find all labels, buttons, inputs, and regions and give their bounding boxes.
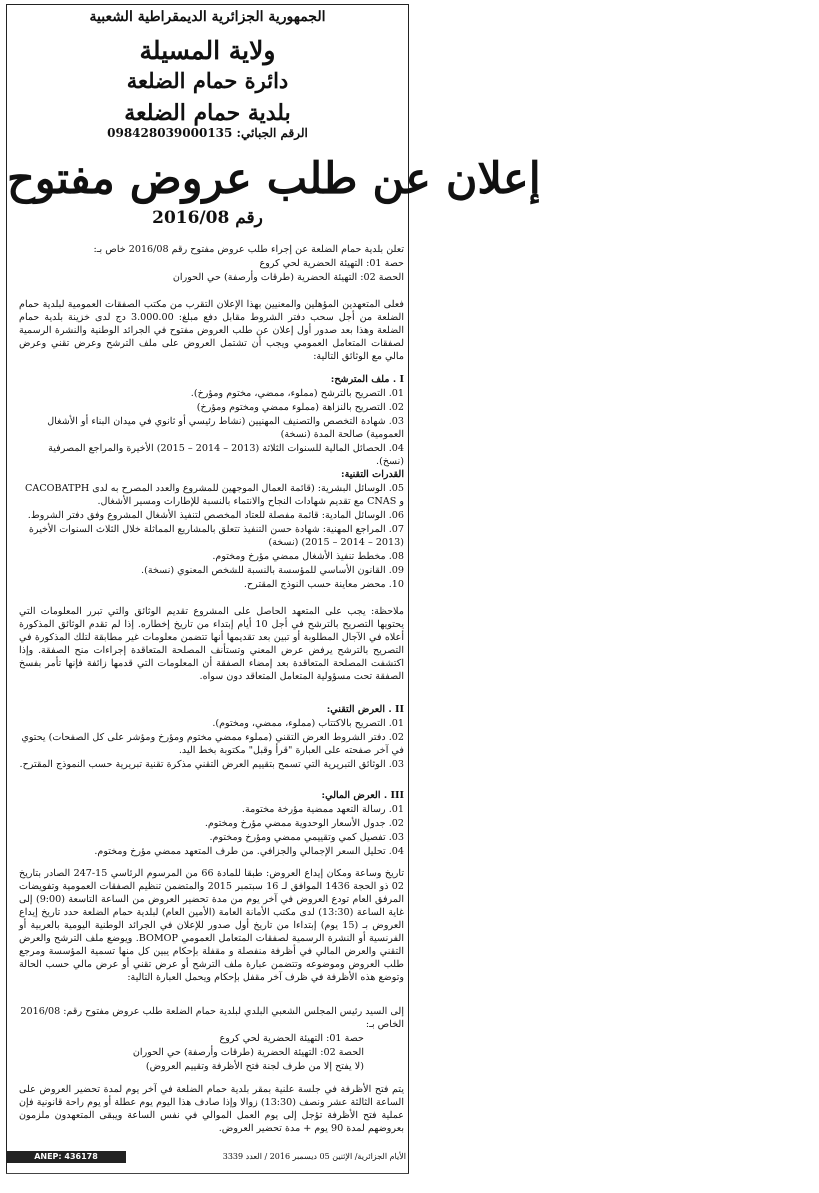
announcement-page [6, 4, 541, 1174]
address-note: (لا يفتح إلا من طرف لجنة فتح الأظرفة وتقييم العروض) [145, 1061, 364, 1072]
list-item: 06. الوسائل المادية: قائمة مفصلة للعتاد المخصص لتنفيذ الأشغال المشروع وفق دفتر الشروط. [27, 510, 404, 521]
anep-badge: ANEP: 436178 [6, 1151, 126, 1163]
publication-date: الأيام الجزائرية/ الإثنين 05 ديسمبر 2016 / العدد 3339 [222, 1152, 406, 1161]
deposit-paragraph: تاريخ وساعة ومكان إيداع العروض: طبقا للمادة 66 من المرسوم الرئاسي 15-247 الصادر بتاريخ 02 ذو الحجة 1436 الموافق لـ 16 سبتمبر 2015 والمتضمن تنظيم الصفقات العمومية وتفويضات المرفق العام تودع العروض في آخر يوم من مدة تحضير العروض من الساعة التاسعة (9:00) إلى غاية الساعة (13:30) لدى مكتب الأمانة العامة (الأمين العام) لبلدية حمام الضلعة حدد تاريخ إيداع العروض بـ (15 يوم) إبتداءا من تاريخ أول صدور للإعلان في الجرائد الوطنية اليومية بالعربية أو الفرنسية أو النشرة الرسمية لصفقات المتعامل العمومي BOMOP. ويوضع ملف الترشح والعرض التقني والعرض المالي في أظرفة منفصلة و مقفلة بإحكام يبين كل منها تسمية المؤسسة ومرجع طلب العروض وموضوعه وتتضمن عبارة ملف الترشح أو عرض تقني أو عرض مالي حسب الحالة وتوضع هذه الأظرفة في ظرف آخر مقفل بإحكام ويحمل العبارة التالية: [19, 868, 404, 983]
capacities-heading: القدرات التقنية: [341, 469, 404, 480]
list-item: 02. دفتر الشروط العرض التقني (مملوء ممضي مختوم ومؤرخ ومؤشر على كل الصفحات) يحتوي في آخر صفحته على العبارة "قرأ وقبل" مكتوبة بخط اليد. [21, 732, 404, 756]
bottom-rule [6, 1173, 409, 1174]
list-item: 09. القانون الأساسي للمؤسسة بالنسبة للشخص المعنوي (نسخة). [141, 565, 404, 576]
announcement-number: رقم 2016/08 [152, 208, 263, 228]
intro-lot-2: الحصة 02: التهيئة الحضرية (طرقات وأرصفة) حي الحوران [172, 272, 404, 283]
list-item: 10. محضر معاينة حسب النوذج المقترح. [243, 579, 404, 590]
republic-header: الجمهورية الجزائرية الديمقراطية الشعبية [89, 9, 326, 25]
section-3-heading: III . العرض المالي: [321, 790, 404, 801]
list-item: 04. تحليل السعر الإجمالي والجزافي. من طرف المتعهد ممضي مؤرخ ومختوم. [94, 846, 404, 857]
address-lot-1: حصة 01: التهيئة الحضرية لحي كروع [219, 1033, 364, 1044]
list-item: 02. جدول الأسعار الوحدوية ممضي مؤرخ ومختوم. [204, 818, 404, 829]
list-item: 01. التصريح بالترشح (مملوء، ممضي، مختوم ومؤرخ). [190, 388, 404, 399]
list-item: 05. الوسائل البشرية: (قائمة العمال الموجهين للمشروع والعدد المصرح به لدى CACOBATPH و CNAS مع تقديم شهادات النجاح والانتماء بالنسبة للإطارات ومسير الأشغال. [25, 483, 404, 507]
list-item: 04. الحصائل المالية للسنوات الثلاثة (2013 – 2014 – 2015) الأخيرة والمراجع المصرفية (نسخ). [48, 443, 404, 467]
footer-bar [6, 1151, 409, 1163]
section-technical-capacities [19, 460, 404, 592]
list-item: 08. مخطط تنفيذ الأشغال ممضي مؤرخ ومختوم. [212, 551, 404, 562]
section-1-heading: I . ملف المترشح: [330, 374, 404, 385]
announcement-title: إعلان عن طلب عروض مفتوح [7, 154, 541, 204]
envelope-address [19, 1005, 404, 1074]
list-item: 07. المراجع المهنية: شهادة حسن التنفيذ تتعلق بالمشاريع المماثلة خلال الثلاث السنوات الأخيرة (2013 – 2014 – 2015) (نسخة) [28, 524, 404, 548]
intro-line: تعلن بلدية حمام الضلعة عن إجراء طلب عروض مفتوح رقم 2016/08 خاص بـ: [93, 244, 404, 255]
list-item: 03. تفصيل كمي وتقييمي ممضي ومؤرخ ومختوم. [209, 832, 404, 843]
municipality-heading: بلدية حمام الضلعة [124, 100, 291, 126]
intro-lot-1: حصة 01: التهيئة الحضرية لحي كروع [259, 258, 404, 269]
list-item: 01. رسالة التعهد ممضية مؤرخة مختومة. [241, 804, 404, 815]
section-financial-offer [19, 781, 404, 859]
note-paragraph: ملاحظة: يجب على المتعهد الحاصل على المشروع تقديم الوثائق والتي تبرر المعلومات التي يحتويها التصريح بالترشح في أجل 10 أيام إبتداء من تاريخ إخطاره. إذا لم تقدم الوثائق المذكورة أعلاه في الآجال المطلوبة أو تبين بعد تقديمها أنها تتضمن معلومات غير مطابقة لتلك المذكورة في التصريح بالترشح يرفض عرض المعني وتستأنف المصلحة المتعاقدة إجراءات منح الصفقة. وإذا اكتشفت المصلحة المتعاقدة بعد إمضاء الصفقة أن المعلومات التي قدمها زائفة فإنها تأمر بفسخ الصفقة تحت مسؤولية المتعامل المتعاقد دون سواه. [19, 606, 404, 682]
tax-id: الرقم الجبائي: 098428039000135 [107, 126, 308, 140]
list-item: 02. التصريح بالنزاهة (مملوء ممضي ومختوم ومؤرخ) [196, 402, 404, 413]
address-lot-2: الحصة 02: التهيئة الحضرية (طرقات وأرصفة) حي الحوران [132, 1047, 364, 1058]
intro-block [19, 243, 404, 285]
section-technical-offer [19, 695, 404, 772]
address-line: إلى السيد رئيس المجلس الشعبي البلدي لبلدية حمام الضلعة طلب عروض مفتوح رقم: 2016/08 الخاص بـ: [20, 1006, 404, 1030]
list-item: 01. التصريح بالاكتتاب (مملوء، ممضي، ومختوم). [212, 718, 404, 729]
section-2-heading: II . العرض التقني: [326, 704, 404, 715]
list-item: 03. شهادة التخصص والتصنيف المهنيين (نشاط رئيسي أو ثانوي في ميدان البناء أو الأشغال العمومية) صالحة المدة (نسخة) [47, 416, 404, 440]
list-item: 03. الوثائق التبريرية التي تسمح بتقييم العرض التقني مذكرة تقنية تبريرية حسب النموذج المقترح. [19, 759, 404, 770]
instructions-paragraph: فعلى المتعهدين المؤهلين والمعنيين بهذا الإعلان التقرب من مكتب الصفقات العمومية لبلدية حمام الضلعة من أجل سحب دفتر الشروط مقابل دفع مبلغ: 3.000.00 دج لدى خزينة بلدية حمام الضلعة وهذا بعد صدور أول إعلان عن طلب العروض مفتوح في الجرائد الوطنية والنشرة الرسمية لصفقات المتعامل العمومي ويجب أن تشتمل العروض على ملف الترشح وعرض تقني وعرض مالي مع الوثائق التالية: [19, 299, 404, 362]
daira-heading: دائرة حمام الضلعة [126, 68, 289, 93]
closing-paragraph: يتم فتح الأظرفة في جلسة علنية بمقر بلدية حمام الضلعة في آخر يوم لمدة تحضير العروض على الساعة الثالثة عشر ونصف (13:30) زوالا وإذا صادف هذا اليوم يوم عطلة أو يوم راحة قانونية فإن عملية فتح الأظرفة تؤجل إلى يوم العمل الموالي في نفس الساعة ويبقى المتعهدون ملزمون بعروضهم لمدة 90 يوم + مدة تحضير العروض. [19, 1084, 404, 1134]
section-candidate-file [19, 365, 404, 469]
wilaya-heading: ولاية المسيلة [139, 36, 276, 65]
